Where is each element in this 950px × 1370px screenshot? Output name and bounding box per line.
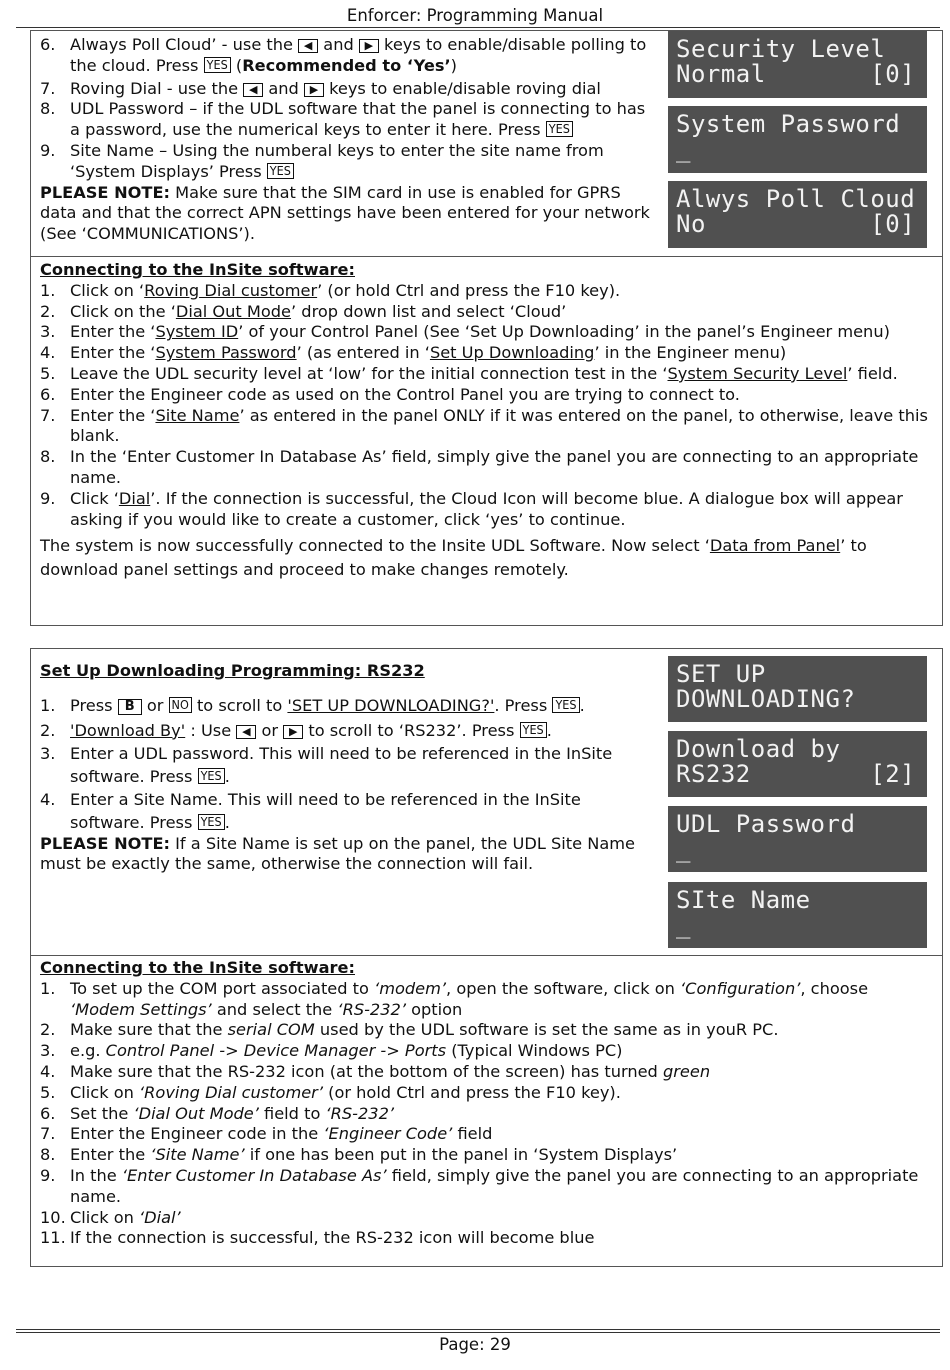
please-note: PLEASE NOTE: Make sure that the SIM card in use is enabled for GPRS data and that the correct APN settings have been entered for your network (See ‘COMMUNICATIONS’). [40, 182, 650, 244]
yes-key-icon: YES [520, 722, 547, 738]
left-arrow-key-icon: ◀ [243, 83, 263, 97]
list-item: 5. Leave the UDL security level at ‘low’ for the initial connection test in the ‘System Security Level’ field. [40, 363, 898, 383]
b-key-icon: B [118, 699, 142, 715]
footer-rule [16, 1332, 940, 1333]
section-title: Set Up Downloading Programming: RS232 [40, 661, 425, 680]
section-title: Connecting to the InSite software: [40, 260, 355, 279]
yes-key-icon: YES [267, 163, 294, 179]
left-arrow-key-icon: ◀ [298, 39, 318, 53]
yes-key-icon: YES [198, 814, 225, 830]
right-arrow-key-icon: ▶ [283, 725, 303, 739]
list-item: 2. Make sure that the serial COM used by the UDL software is set the same as in youR PC. [40, 1020, 779, 1040]
lcd-udl-password: UDL Password _ [668, 806, 927, 872]
yes-key-icon: YES [198, 768, 225, 784]
please-note: PLEASE NOTE: If a Site Name is set up on the panel, the UDL Site Name must be exactly the same, otherwise the connection will fail. [40, 833, 635, 874]
list-item: 6. Enter the Engineer code as used on the Control Panel you are trying to connect to. [40, 384, 740, 404]
list-item: 8. Enter the ‘Site Name’ if one has been put in the panel in ‘System Displays’ [40, 1145, 678, 1165]
right-arrow-key-icon: ▶ [304, 83, 324, 97]
section-set-up-downloading-rs232 [30, 648, 943, 956]
list-item: 7. Enter the ‘Site Name’ as entered in the panel ONLY if it was entered on the panel, to otherwise, leave this blank. [40, 405, 928, 446]
list-item: 2. 'Download By' : Use ◀ or ▶ to scroll to ‘RS232’. Press YES . [40, 720, 552, 740]
section-title: Connecting to the InSite software: [40, 958, 355, 977]
lcd-system-password: System Password _ [668, 106, 927, 173]
list-item: 8. UDL Password – if the UDL software that the panel is connecting to has a password, use the numerical keys to enter it here. Press YES [40, 99, 646, 140]
page-header-title: Enforcer: Programming Manual [346, 6, 604, 25]
list-item: 9. In the ‘Enter Customer In Database As’ field, simply give the panel you are connecting to an appropriate name. [40, 1165, 919, 1206]
section-connecting-insite-cloud [30, 256, 943, 626]
list-item: 3. e.g. Control Panel -> Device Manager -> Ports (Typical Windows PC) [40, 1041, 623, 1061]
yes-key-icon: YES [546, 121, 573, 137]
list-item: 4. Enter the ‘System Password’ (as entered in ‘Set Up Downloading’ in the Engineer menu) [40, 343, 787, 363]
list-item: 1. To set up the COM port associated to ‘modem’, open the software, click on ‘Configuration’, choose ‘Modem Settings’ and select the ‘RS-232’ option [40, 978, 869, 1019]
list-item: 8. In the ‘Enter Customer In Database As’ field, simply give the panel you are connecting to an appropriate name. [40, 447, 919, 487]
yes-key-icon: YES [552, 697, 579, 713]
section-always-poll-cloud [30, 30, 943, 257]
left-arrow-key-icon: ◀ [236, 725, 256, 739]
list-item: 10. Click on ‘Dial’ [40, 1207, 181, 1227]
yes-key-icon: YES [204, 57, 231, 73]
list-item: 7. Enter the Engineer code in the ‘Engineer Code’ field [40, 1124, 493, 1144]
lcd-security-level: Security Level Normal [0] [668, 31, 927, 98]
closing-paragraph: The system is now successfully connected to the Insite UDL Software. Now select ‘Data from Panel’ to download panel settings and proceed to make changes remotely. [40, 536, 867, 580]
no-key-icon: NO [169, 697, 192, 713]
list-item: 3. Enter a UDL password. This will need to be referenced in the InSite software. Press YES . [40, 743, 613, 786]
list-item: 9. Click ‘Dial’. If the connection is successful, the Cloud Icon will become blue. A dialogue box will appear asking if you would like to create a customer, click ‘yes’ to continue. [40, 488, 903, 529]
list-item: 6. Always Poll Cloud’ - use the ◀ and ▶ keys to enable/disable polling to the cloud. Press YES (Recommended to ‘Yes’) [40, 35, 647, 75]
lcd-set-up-downloading: SET UP DOWNLOADING? [668, 656, 927, 722]
list-item: 3. Enter the ‘System ID’ of your Control Panel (See ‘Set Up Downloading’ in the panel’s Engineer menu) [40, 322, 890, 342]
right-arrow-key-icon: ▶ [359, 39, 379, 53]
page-number: Page: 29 [439, 1335, 511, 1354]
footer-rule [16, 1329, 940, 1330]
section-connecting-insite-rs232 [30, 955, 943, 1267]
list-item: 1. Click on ‘Roving Dial customer’ (or hold Ctrl and press the F10 key). [40, 280, 621, 300]
list-item: 2. Click on the ‘Dial Out Mode’ drop down list and select ‘Cloud’ [40, 301, 567, 321]
lcd-always-poll-cloud: Alwys Poll Cloud No [0] [668, 181, 927, 248]
header-rule [16, 27, 940, 28]
list-item: 6. Set the ‘Dial Out Mode’ field to ‘RS-232’ [40, 1103, 395, 1123]
list-item: 11. If the connection is successful, the RS-232 icon will become blue [40, 1228, 595, 1248]
list-item: 4. Make sure that the RS-232 icon (at the bottom of the screen) has turned green [40, 1061, 711, 1081]
lcd-download-by: Download by RS232 [2] [668, 731, 927, 797]
list-item: 5. Click on ‘Roving Dial customer’ (or hold Ctrl and press the F10 key). [40, 1082, 621, 1102]
list-item: 9. Site Name – Using the numberal keys to enter the site name from ‘System Displays’ Press YES [40, 140, 604, 181]
list-item: 1. Press B or NO to scroll to 'SET UP DOWNLOADING?'. Press YES . [40, 695, 585, 715]
list-item: 7. Roving Dial - use the ◀ and ▶ keys to enable/disable roving dial [40, 78, 601, 98]
list-item: 4. Enter a Site Name. This will need to be referenced in the InSite software. Press YES . [40, 789, 581, 832]
lcd-site-name: SIte Name _ [668, 882, 927, 948]
